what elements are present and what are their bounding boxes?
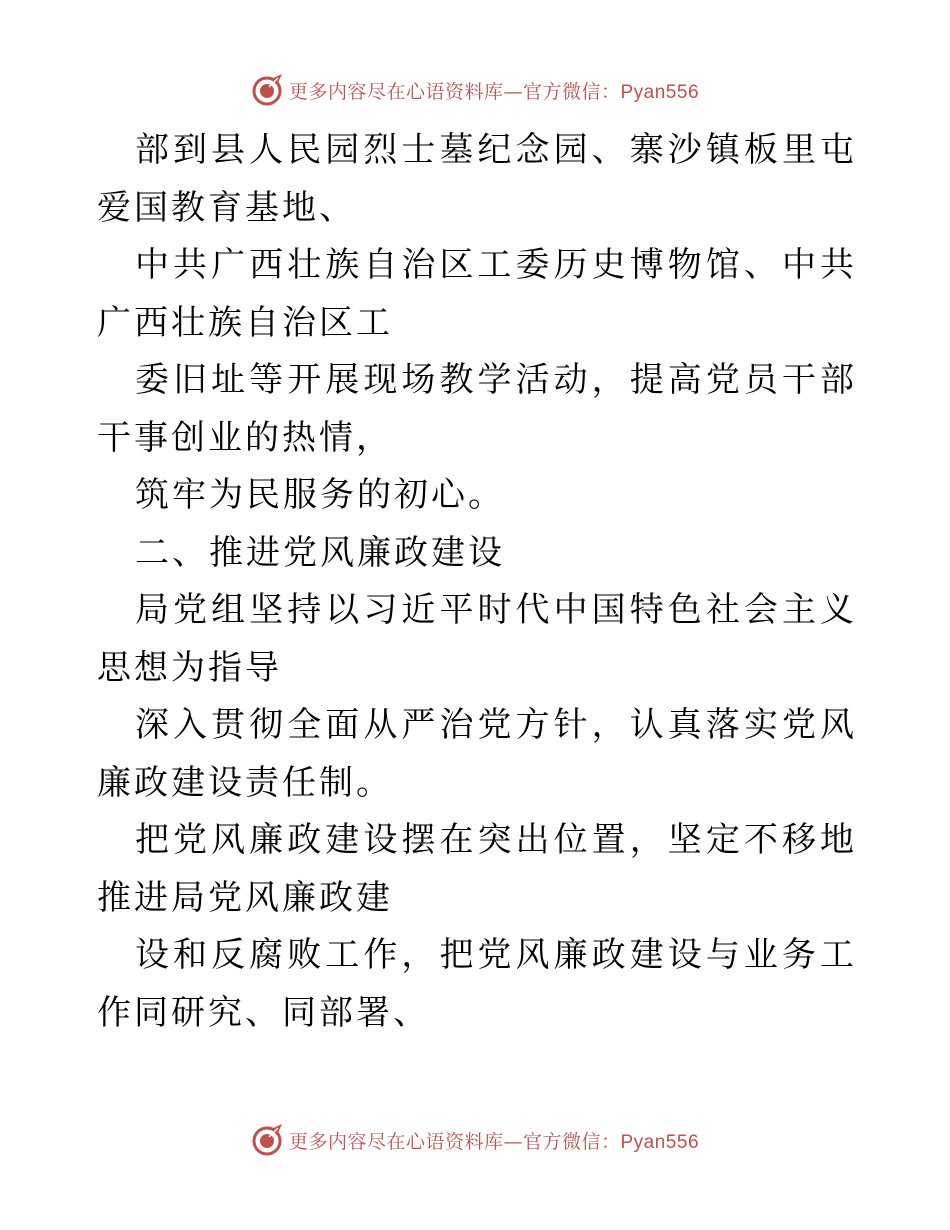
header-banner-text: 更多内容尽在心语资料库—官方微信：Pyan556 [288,80,700,103]
pen-logo-icon [251,73,285,107]
paragraph: 筑牢为民服务的初心。 [135,475,505,515]
document-body [97,122,857,1042]
paragraph: 委旧址等开展现场教学活动，提高党员干部干事创业的热情， [97,360,857,458]
footer-banner [0,1120,950,1160]
footer-banner-text: 更多内容尽在心语资料库—官方微信：Pyan556 [288,1130,700,1153]
paragraph: 部到县人民园烈士墓纪念园、寨沙镇板里屯爱国教育基地、 [97,130,857,228]
header-banner [0,70,950,110]
footer-wechat-id: Pyan556 [620,1131,700,1153]
header-wechat-id: Pyan556 [620,81,700,103]
paragraph: 设和反腐败工作，把党风廉政建设与业务工作同研究、同部署、 [97,935,857,1033]
pen-logo-icon [251,1123,285,1157]
paragraph: 中共广西壮族自治区工委历史博物馆、中共广西壮族自治区工 [97,245,857,343]
section-heading: 二、推进党风廉政建设 [135,532,505,573]
paragraph: 深入贯彻全面从严治党方针，认真落实党风廉政建设责任制。 [97,705,857,803]
paragraph: 局党组坚持以习近平时代中国特色社会主义思想为指导 [97,590,857,688]
paragraph: 把党风廉政建设摆在突出位置，坚定不移地推进局党风廉政建 [97,820,857,918]
